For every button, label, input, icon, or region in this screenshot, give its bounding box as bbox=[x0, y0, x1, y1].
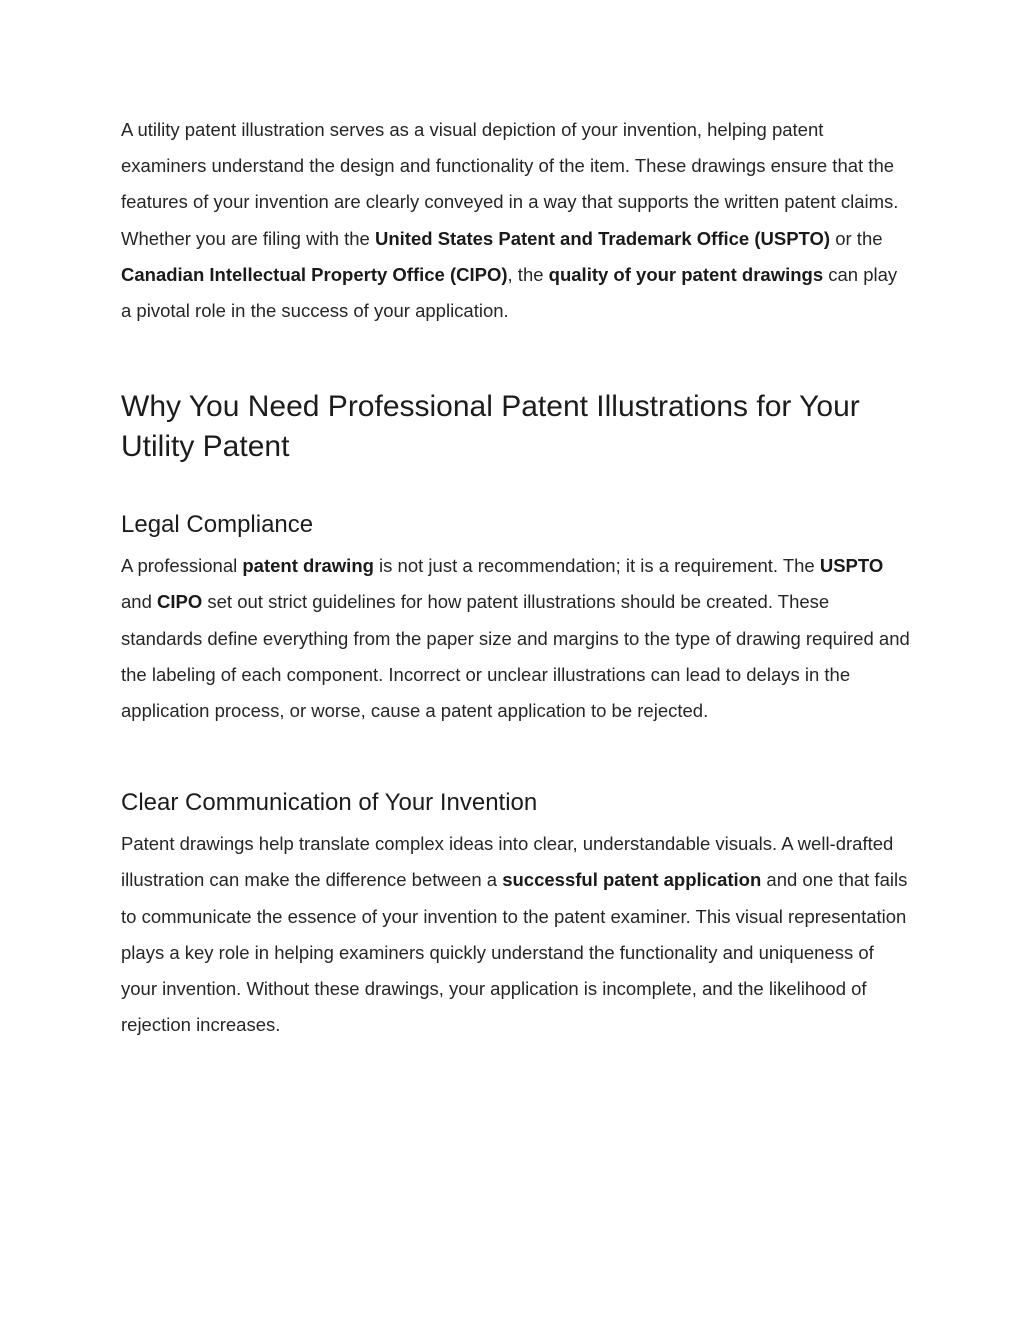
heading-why-professional: Why You Need Professional Patent Illustrations for Your Utility Patent bbox=[121, 390, 860, 464]
heading-legal-compliance: Legal Compliance bbox=[121, 511, 314, 539]
document-page bbox=[121, 112, 911, 1043]
legal-text-2: is not just a recommendation; it is a requirement. The bbox=[373, 555, 820, 577]
intro-text-3: , the bbox=[507, 263, 549, 285]
intro-text-1: A utility patent illustration serves as a visual depiction of your invention, helping patent examiners understand the design and functionality of the item. These drawings ensure that the features of your invention are clearly conveyed in a way that supports the written patent claims. Whether you are filing with the bbox=[121, 119, 899, 249]
intro-paragraph bbox=[121, 112, 911, 329]
legal-bold-uspto: USPTO bbox=[819, 555, 884, 577]
legal-compliance-paragraph bbox=[121, 548, 911, 729]
heading-clear-communication: Clear Communication of Your Invention bbox=[121, 789, 538, 817]
clear-text-2: and one that fails to communicate the essence of your invention to the patent examiner. This visual representation plays a key role in helping examiners quickly understand the functionality and uniqueness of your invention. Without these drawings, your application is incomplete, and the likelihood of rejection increases. bbox=[121, 869, 908, 1036]
legal-bold-cipo: CIPO bbox=[157, 591, 203, 613]
intro-bold-uspto: United States Patent and Trademark Office (USPTO) bbox=[375, 227, 831, 249]
legal-text-4: set out strict guidelines for how patent illustrations should be created. These standards define everything from the paper size and margins to the type of drawing required and the labeling of each component. Incorrect or unclear illustrations can lead to delays in the application process, or worse, cause a patent application to be rejected. bbox=[121, 591, 910, 722]
intro-bold-cipo: Canadian Intellectual Property Office (CIPO) bbox=[121, 263, 508, 285]
legal-text-3: and bbox=[121, 591, 158, 613]
clear-text-1: Patent drawings help translate complex ideas into clear, understandable visuals. A well-drafted illustration can make the difference between a bbox=[121, 833, 894, 891]
intro-text-2: or the bbox=[830, 227, 883, 249]
intro-text-4: can play a pivotal role in the success of your application. bbox=[121, 263, 898, 322]
legal-text-1: A professional bbox=[121, 555, 243, 577]
clear-bold-successful-application: successful patent application bbox=[502, 869, 762, 891]
clear-communication-paragraph bbox=[121, 826, 911, 1043]
legal-bold-patent-drawing: patent drawing bbox=[242, 555, 374, 577]
intro-bold-quality: quality of your patent drawings bbox=[548, 263, 824, 285]
